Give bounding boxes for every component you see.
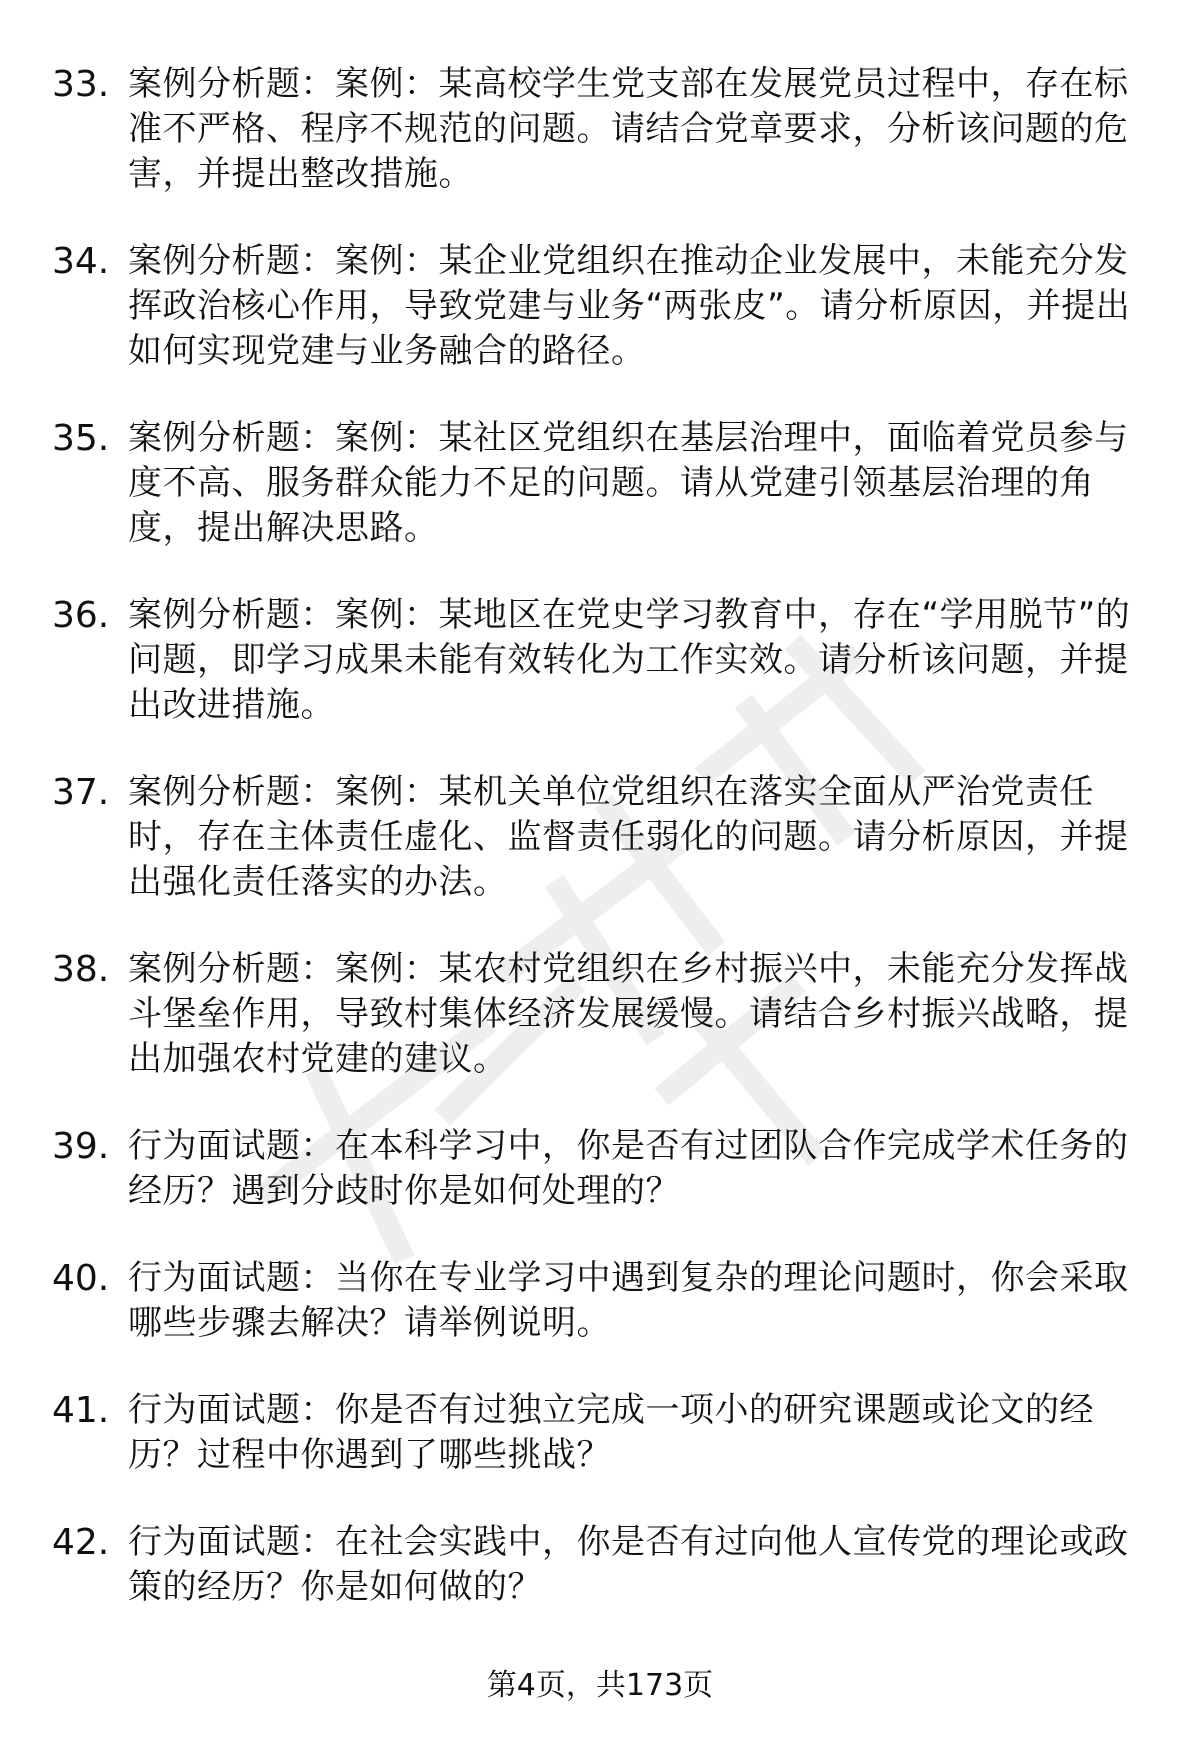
question-text: 行为面试题：你是否有过独立完成一项小的研究课题或论文的经历？过程中你遇到了哪些挑战？ (128, 1390, 1094, 1475)
question-item (52, 770, 1142, 905)
question-item (52, 593, 1142, 728)
question-number: 42. (52, 1522, 110, 1563)
question-number: 40. (52, 1258, 110, 1299)
question-item (52, 1520, 1142, 1610)
question-text: 案例分析题：案例：某机关单位党组织在落实全面从严治党责任时，存在主体责任虚化、监督责任弱化的问题。请分析原因，并提出强化责任落实的办法。 (128, 772, 1129, 902)
question-number: 36. (52, 595, 110, 636)
question-text: 案例分析题：案例：某企业党组织在推动企业发展中，未能充分发挥政治核心作用，导致党建与业务“两张皮”。请分析原因，并提出如何实现党建与业务融合的路径。 (128, 241, 1131, 371)
question-item (52, 1124, 1142, 1214)
question-item (52, 947, 1142, 1082)
question-item (52, 1388, 1142, 1478)
question-text: 案例分析题：案例：某地区在党史学习教育中，存在“学用脱节”的问题，即学习成果未能有效转化为工作实效。请分析该问题，并提出改进措施。 (128, 595, 1131, 725)
question-text: 案例分析题：案例：某社区党组织在基层治理中，面临着党员参与度不高、服务群众能力不足的问题。请从党建引领基层治理的角度，提出解决思路。 (128, 418, 1129, 548)
question-number: 35. (52, 418, 110, 459)
question-number: 34. (52, 241, 110, 282)
question-text: 行为面试题：在社会实践中，你是否有过向他人宣传党的理论或政策的经历？你是如何做的？ (128, 1522, 1129, 1607)
question-text: 案例分析题：案例：某农村党组织在乡村振兴中，未能充分发挥战斗堡垒作用，导致村集体经济发展缓慢。请结合乡村振兴战略，提出加强农村党建的建议。 (128, 949, 1129, 1079)
question-number: 38. (52, 949, 110, 990)
question-number: 37. (52, 772, 110, 813)
question-number: 39. (52, 1126, 110, 1167)
question-number: 41. (52, 1390, 110, 1431)
page-footer: 第4页，共173页 (486, 1668, 714, 1703)
question-item (52, 1256, 1142, 1346)
question-text: 案例分析题：案例：某高校学生党支部在发展党员过程中，存在标准不严格、程序不规范的问题。请结合党章要求，分析该问题的危害，并提出整改措施。 (128, 64, 1129, 194)
question-text: 行为面试题：当你在专业学习中遇到复杂的理论问题时，你会采取哪些步骤去解决？请举例说明。 (128, 1258, 1129, 1343)
question-item (52, 62, 1142, 197)
question-list (52, 62, 1142, 1652)
question-item (52, 239, 1142, 374)
question-item (52, 416, 1142, 551)
question-text: 行为面试题：在本科学习中，你是否有过团队合作完成学术任务的经历？遇到分歧时你是如何处理的？ (128, 1126, 1129, 1211)
question-number: 33. (52, 64, 110, 105)
